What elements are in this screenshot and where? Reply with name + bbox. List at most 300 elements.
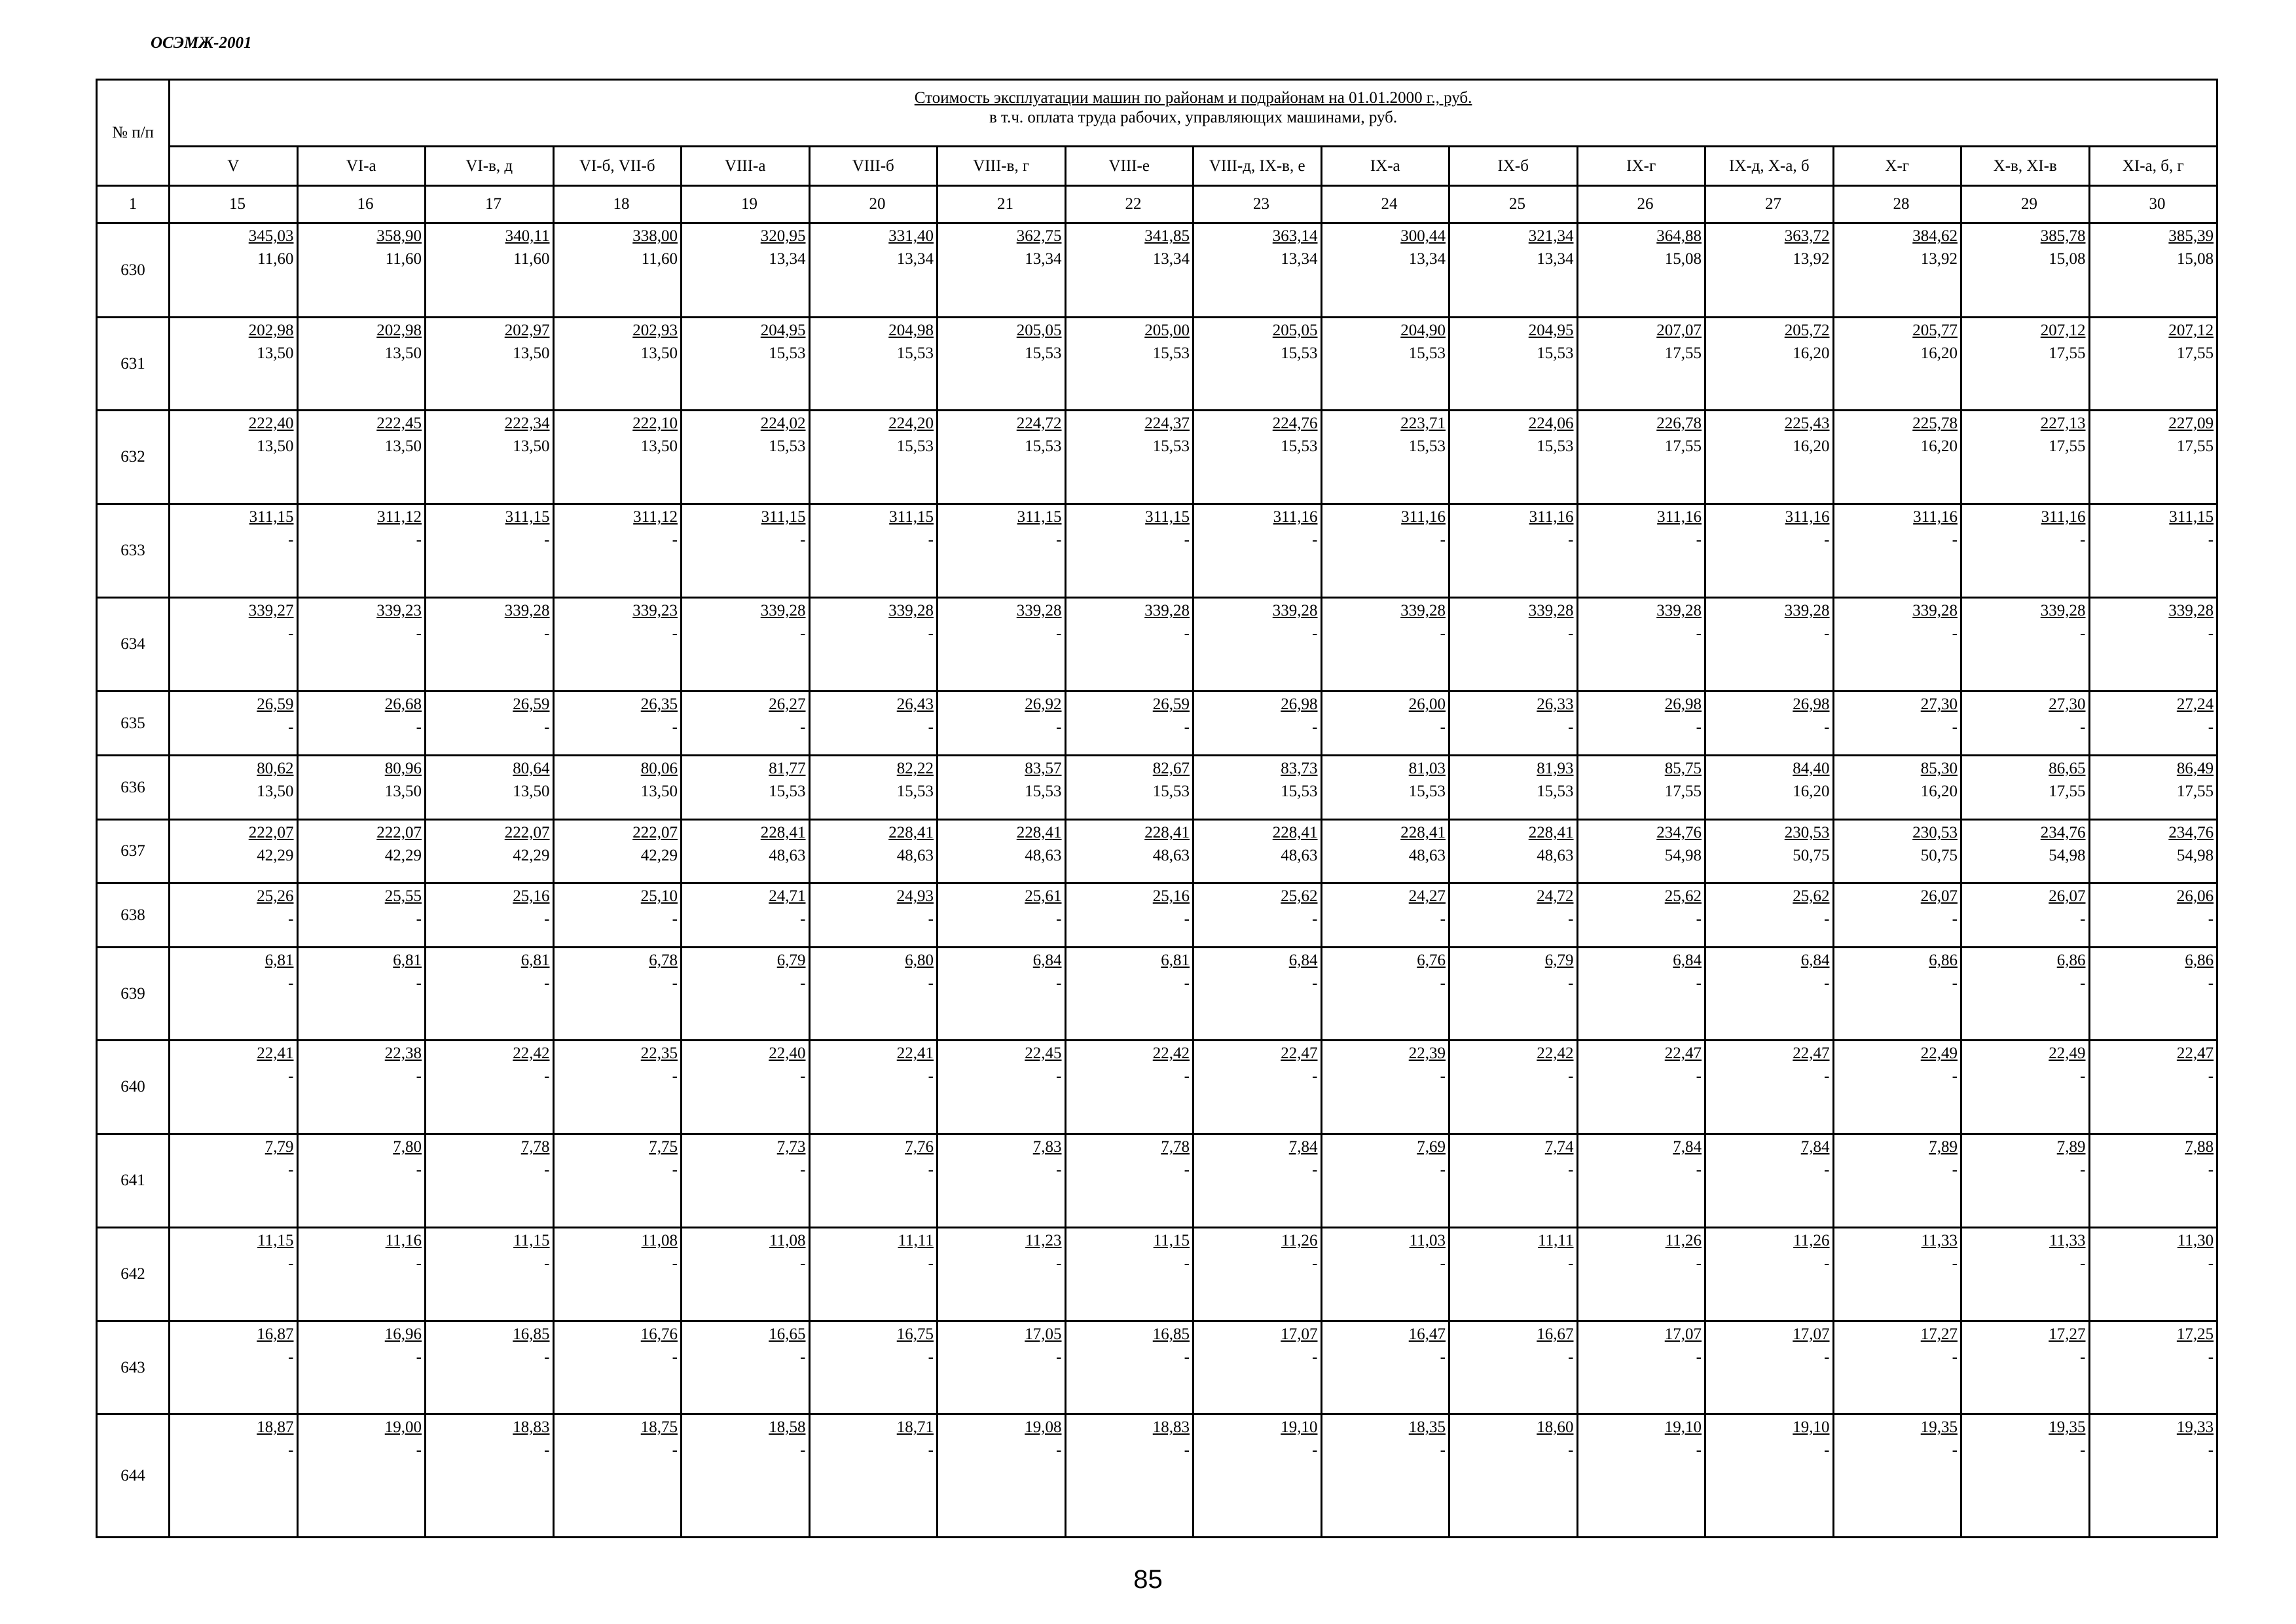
cost-value: 224,72 <box>1016 415 1062 432</box>
labor-value: 13,34 <box>1537 250 1574 268</box>
value-cell <box>170 411 298 504</box>
cost-value: 204,95 <box>760 322 806 339</box>
value-cell <box>170 223 298 318</box>
labor-value: 48,63 <box>1281 847 1318 864</box>
value-cell <box>1961 1321 2090 1414</box>
column-header: VIII-б <box>809 147 938 186</box>
labor-value: - <box>672 1161 678 1179</box>
labor-value: - <box>928 1441 934 1459</box>
labor-value: - <box>544 1348 550 1366</box>
value-cell <box>1321 756 1449 820</box>
table-row <box>97 504 2217 598</box>
value-cell <box>1833 820 1961 883</box>
cost-value: 345,03 <box>248 227 294 245</box>
row-number: 634 <box>97 598 170 692</box>
cost-value: 18,83 <box>1152 1418 1190 1436</box>
labor-value: - <box>2208 1255 2214 1272</box>
cost-value: 81,93 <box>1537 760 1574 777</box>
value-cell <box>553 1321 682 1414</box>
index-cell: 20 <box>809 186 938 223</box>
labor-value: - <box>1824 974 1830 992</box>
value-cell <box>682 1041 810 1134</box>
cost-value: 24,27 <box>1408 887 1446 905</box>
table-title-row <box>97 80 2217 147</box>
value-cell <box>1194 1228 1322 1321</box>
value-cell <box>426 883 554 948</box>
cost-value: 22,49 <box>2049 1044 2086 1062</box>
labor-value: - <box>672 531 678 549</box>
labor-value: - <box>2208 910 2214 928</box>
labor-value: 15,53 <box>1025 344 1062 362</box>
cost-value: 16,85 <box>513 1325 550 1343</box>
labor-value: - <box>1696 910 1702 928</box>
cost-value: 6,79 <box>776 951 806 969</box>
cost-value: 222,40 <box>248 415 294 432</box>
cost-value: 339,28 <box>1144 602 1190 619</box>
column-header-row <box>97 147 2217 186</box>
labor-value: 42,29 <box>257 847 294 864</box>
row-number: 640 <box>97 1041 170 1134</box>
value-cell <box>1321 223 1449 318</box>
cost-value: 18,83 <box>513 1418 550 1436</box>
value-cell <box>1194 948 1322 1041</box>
value-cell <box>170 318 298 411</box>
value-cell <box>170 1321 298 1414</box>
labor-value: 15,53 <box>769 783 806 800</box>
cost-value: 24,72 <box>1537 887 1574 905</box>
table-title <box>170 80 2217 147</box>
row-number: 643 <box>97 1321 170 1414</box>
value-cell <box>1833 883 1961 948</box>
value-cell <box>809 1414 938 1538</box>
value-cell <box>1577 948 1705 1041</box>
labor-value: - <box>672 718 678 736</box>
labor-value: - <box>416 1161 422 1179</box>
column-header: Х-в, XI-в <box>1961 147 2090 186</box>
cost-value: 18,58 <box>769 1418 806 1436</box>
value-cell <box>682 883 810 948</box>
labor-value: 13,50 <box>640 437 678 455</box>
value-cell <box>2089 223 2217 318</box>
labor-value: - <box>2208 718 2214 736</box>
cost-value: 225,78 <box>1912 415 1958 432</box>
cost-value: 228,41 <box>1400 824 1446 841</box>
column-header: VI-б, VII-б <box>553 147 682 186</box>
value-cell <box>170 756 298 820</box>
index-cell: 29 <box>1961 186 2090 223</box>
labor-value: 13,50 <box>257 437 294 455</box>
cost-value: 222,10 <box>632 415 678 432</box>
value-cell <box>2089 756 2217 820</box>
cost-value: 6,81 <box>1161 951 1190 969</box>
labor-value: - <box>2080 1348 2086 1366</box>
labor-value: 13,34 <box>1025 250 1062 268</box>
value-cell <box>297 1321 426 1414</box>
labor-value: 15,53 <box>1281 437 1318 455</box>
labor-value: - <box>1440 1067 1446 1085</box>
labor-value: 15,53 <box>1408 437 1446 455</box>
value-cell <box>682 598 810 692</box>
table-title-main: Стоимость эксплуатации машин по районам и подрайонам на 01.01.2000 г., руб. <box>914 89 1472 107</box>
row-number: 632 <box>97 411 170 504</box>
value-cell <box>297 1134 426 1228</box>
cost-value: 363,72 <box>1784 227 1830 245</box>
row-number: 633 <box>97 504 170 598</box>
cost-value: 300,44 <box>1400 227 1446 245</box>
labor-value: 48,63 <box>1152 847 1190 864</box>
cost-value: 339,28 <box>1784 602 1830 619</box>
value-cell <box>1833 504 1961 598</box>
value-cell <box>297 692 426 756</box>
cost-value: 222,07 <box>632 824 678 841</box>
labor-value: - <box>2080 910 2086 928</box>
value-cell <box>938 223 1066 318</box>
cost-value: 6,84 <box>1288 951 1318 969</box>
cost-value: 228,41 <box>1528 824 1574 841</box>
labor-value: 17,55 <box>2049 437 2086 455</box>
value-cell <box>426 411 554 504</box>
cost-value: 339,28 <box>760 602 806 619</box>
labor-value: - <box>672 974 678 992</box>
table-row <box>97 1228 2217 1321</box>
labor-value: - <box>1440 1161 1446 1179</box>
labor-value: - <box>2080 531 2086 549</box>
value-cell <box>1065 223 1194 318</box>
labor-value: - <box>1056 1348 1062 1366</box>
table-row <box>97 1041 2217 1134</box>
cost-value: 222,34 <box>504 415 550 432</box>
labor-value: 54,98 <box>2176 847 2214 864</box>
cost-value: 25,62 <box>1793 887 1830 905</box>
value-cell <box>1449 692 1578 756</box>
value-cell <box>1321 1321 1449 1414</box>
cost-value: 311,16 <box>2041 508 2086 526</box>
cost-value: 26,98 <box>1281 695 1318 713</box>
cost-value: 22,42 <box>513 1044 550 1062</box>
value-cell <box>1833 692 1961 756</box>
cost-value: 202,98 <box>376 322 422 339</box>
labor-value: - <box>1824 910 1830 928</box>
cost-value: 339,28 <box>1016 602 1062 619</box>
labor-value: - <box>1184 1255 1190 1272</box>
labor-value: 15,53 <box>1152 783 1190 800</box>
cost-value: 22,42 <box>1152 1044 1190 1062</box>
labor-value: - <box>1952 974 1958 992</box>
row-number: 641 <box>97 1134 170 1228</box>
value-cell <box>426 1041 554 1134</box>
value-cell <box>1577 1041 1705 1134</box>
cost-value: 311,15 <box>2169 508 2214 526</box>
labor-value: - <box>416 974 422 992</box>
value-cell <box>553 1414 682 1538</box>
labor-value: - <box>1056 910 1062 928</box>
cost-value: 340,11 <box>505 227 550 245</box>
cost-value: 16,87 <box>257 1325 294 1343</box>
table-row <box>97 1134 2217 1228</box>
cost-value: 26,59 <box>513 695 550 713</box>
labor-value: - <box>1824 1441 1830 1459</box>
labor-value: 13,34 <box>1152 250 1190 268</box>
labor-value: - <box>2208 1441 2214 1459</box>
value-cell <box>1577 1228 1705 1321</box>
labor-value: - <box>1824 531 1830 549</box>
value-cell <box>1833 756 1961 820</box>
cost-value: 81,77 <box>769 760 806 777</box>
value-cell <box>1961 1041 2090 1134</box>
cost-value: 80,96 <box>384 760 422 777</box>
value-cell <box>1449 223 1578 318</box>
labor-value: - <box>1184 1441 1190 1459</box>
cost-value: 222,07 <box>248 824 294 841</box>
cost-value: 339,28 <box>1656 602 1702 619</box>
cost-value: 11,08 <box>641 1232 678 1249</box>
value-cell <box>1705 598 1834 692</box>
cost-value: 320,95 <box>760 227 806 245</box>
value-cell <box>1577 820 1705 883</box>
value-cell <box>809 883 938 948</box>
cost-value: 11,11 <box>1538 1232 1574 1249</box>
cost-value: 16,67 <box>1537 1325 1574 1343</box>
value-cell <box>1449 756 1578 820</box>
cost-value: 11,16 <box>385 1232 422 1249</box>
labor-value: - <box>1824 1255 1830 1272</box>
index-cell: 17 <box>426 186 554 223</box>
cost-value: 204,95 <box>1528 322 1574 339</box>
labor-value: 17,55 <box>2176 344 2214 362</box>
value-cell <box>170 1414 298 1538</box>
labor-value: - <box>2080 625 2086 642</box>
cost-value: 205,00 <box>1144 322 1190 339</box>
value-cell <box>170 883 298 948</box>
cost-value: 6,81 <box>264 951 294 969</box>
value-cell <box>682 820 810 883</box>
labor-value: 15,53 <box>896 437 934 455</box>
labor-value: - <box>800 625 806 642</box>
labor-value: - <box>1440 1255 1446 1272</box>
labor-value: - <box>1440 1348 1446 1366</box>
value-cell <box>682 318 810 411</box>
labor-value: - <box>416 531 422 549</box>
value-cell <box>1065 820 1194 883</box>
labor-value: - <box>1312 625 1318 642</box>
cost-value: 311,16 <box>1913 508 1958 526</box>
value-cell <box>809 1321 938 1414</box>
cost-value: 311,15 <box>249 508 294 526</box>
labor-value: - <box>288 531 294 549</box>
index-cell: 16 <box>297 186 426 223</box>
labor-value: 15,53 <box>1537 437 1574 455</box>
value-cell <box>809 411 938 504</box>
value-cell <box>809 504 938 598</box>
value-cell <box>938 948 1066 1041</box>
cost-value: 80,64 <box>513 760 550 777</box>
labor-value: - <box>800 1255 806 1272</box>
cost-value: 11,26 <box>1793 1232 1830 1249</box>
labor-value: - <box>1696 1161 1702 1179</box>
cost-value: 26,06 <box>2176 887 2214 905</box>
value-cell <box>553 948 682 1041</box>
labor-value: - <box>1056 1067 1062 1085</box>
labor-value: 13,50 <box>640 344 678 362</box>
labor-value: 15,08 <box>1664 250 1702 268</box>
labor-value: - <box>928 910 934 928</box>
cost-value: 230,53 <box>1784 824 1830 841</box>
cost-value: 22,42 <box>1537 1044 1574 1062</box>
labor-value: 42,29 <box>384 847 422 864</box>
cost-value: 339,28 <box>504 602 550 619</box>
cost-value: 26,35 <box>640 695 678 713</box>
cost-value: 19,08 <box>1025 1418 1062 1436</box>
value-cell <box>1577 692 1705 756</box>
value-cell <box>2089 504 2217 598</box>
value-cell <box>682 411 810 504</box>
cost-value: 339,28 <box>2040 602 2086 619</box>
cost-value: 26,92 <box>1025 695 1062 713</box>
cost-value: 222,07 <box>376 824 422 841</box>
cost-value: 385,78 <box>2040 227 2086 245</box>
value-cell <box>1577 1414 1705 1538</box>
value-cell <box>170 820 298 883</box>
table-row <box>97 223 2217 318</box>
cost-value: 26,07 <box>2049 887 2086 905</box>
cost-value: 234,76 <box>2040 824 2086 841</box>
labor-value: - <box>544 1441 550 1459</box>
value-cell <box>1577 1321 1705 1414</box>
document-code: ОСЭМЖ-2001 <box>151 34 252 52</box>
cost-value: 7,84 <box>1800 1138 1830 1156</box>
labor-value: 17,55 <box>1664 344 1702 362</box>
labor-value: - <box>2080 1255 2086 1272</box>
value-cell <box>2089 1134 2217 1228</box>
value-cell <box>1321 948 1449 1041</box>
cost-value: 7,79 <box>264 1138 294 1156</box>
labor-value: - <box>1056 1255 1062 1272</box>
cost-value: 228,41 <box>888 824 934 841</box>
row-number-header: № п/п <box>97 80 170 186</box>
cost-value: 26,59 <box>1152 695 1190 713</box>
value-cell <box>938 1321 1066 1414</box>
value-cell <box>1577 756 1705 820</box>
value-cell <box>1833 598 1961 692</box>
cost-value: 224,20 <box>888 415 934 432</box>
value-cell <box>1961 756 2090 820</box>
cost-value: 11,15 <box>1153 1232 1190 1249</box>
labor-value: - <box>2208 531 2214 549</box>
labor-value: 15,53 <box>1281 344 1318 362</box>
row-number: 642 <box>97 1228 170 1321</box>
labor-value: - <box>1056 718 1062 736</box>
labor-value: 15,53 <box>1152 437 1190 455</box>
value-cell <box>426 1134 554 1228</box>
value-cell <box>1194 820 1322 883</box>
row-number: 635 <box>97 692 170 756</box>
labor-value: 17,55 <box>2049 344 2086 362</box>
value-cell <box>1321 1041 1449 1134</box>
row-number: 631 <box>97 318 170 411</box>
cost-value: 26,07 <box>1920 887 1958 905</box>
row-number: 636 <box>97 756 170 820</box>
value-cell <box>682 1134 810 1228</box>
cost-value: 362,75 <box>1016 227 1062 245</box>
cost-value: 84,40 <box>1793 760 1830 777</box>
cost-value: 25,16 <box>513 887 550 905</box>
labor-value: 16,20 <box>1793 783 1830 800</box>
labor-value: - <box>544 910 550 928</box>
cost-value: 26,68 <box>384 695 422 713</box>
cost-value: 207,07 <box>1656 322 1702 339</box>
labor-value: - <box>288 625 294 642</box>
cost-value: 6,76 <box>1417 951 1446 969</box>
labor-value: 13,92 <box>1793 250 1830 268</box>
value-cell <box>553 411 682 504</box>
cost-value: 22,38 <box>384 1044 422 1062</box>
cost-value: 223,71 <box>1400 415 1446 432</box>
cost-value: 11,33 <box>1921 1232 1958 1249</box>
cost-value: 11,11 <box>898 1232 934 1249</box>
labor-value: 15,08 <box>2176 250 2214 268</box>
cost-value: 85,30 <box>1920 760 1958 777</box>
table-row <box>97 598 2217 692</box>
labor-value: - <box>544 1255 550 1272</box>
cost-value: 18,87 <box>257 1418 294 1436</box>
cost-value: 339,28 <box>1272 602 1318 619</box>
cost-value: 202,93 <box>632 322 678 339</box>
value-cell <box>1449 1041 1578 1134</box>
labor-value: - <box>1184 625 1190 642</box>
value-cell <box>1449 883 1578 948</box>
labor-value: - <box>1312 718 1318 736</box>
value-cell <box>809 1134 938 1228</box>
labor-value: 17,55 <box>2049 783 2086 800</box>
cost-value: 26,43 <box>896 695 934 713</box>
labor-value: - <box>1824 1067 1830 1085</box>
value-cell <box>1833 1414 1961 1538</box>
labor-value: - <box>2208 1348 2214 1366</box>
column-header: IX-б <box>1449 147 1578 186</box>
labor-value: - <box>288 1067 294 1085</box>
value-cell <box>1065 1321 1194 1414</box>
cost-value: 311,16 <box>1529 508 1574 526</box>
row-number: 630 <box>97 223 170 318</box>
cost-value: 6,84 <box>1673 951 1702 969</box>
cost-value: 331,40 <box>888 227 934 245</box>
value-cell <box>297 504 426 598</box>
cost-value: 22,35 <box>640 1044 678 1062</box>
cost-value: 234,76 <box>1656 824 1702 841</box>
cost-value: 22,49 <box>1920 1044 1958 1062</box>
value-cell <box>1065 1041 1194 1134</box>
value-cell <box>1449 411 1578 504</box>
cost-value: 205,05 <box>1016 322 1062 339</box>
cost-value: 11,08 <box>769 1232 806 1249</box>
value-cell <box>1449 1228 1578 1321</box>
value-cell <box>553 1228 682 1321</box>
labor-value: - <box>928 974 934 992</box>
labor-value: - <box>1568 1161 1574 1179</box>
column-header: VIII-е <box>1065 147 1194 186</box>
value-cell <box>1065 1414 1194 1538</box>
labor-value: - <box>2208 1161 2214 1179</box>
labor-value: - <box>672 625 678 642</box>
labor-value: 13,34 <box>896 250 934 268</box>
cost-value: 205,77 <box>1912 322 1958 339</box>
value-cell <box>170 692 298 756</box>
value-cell <box>1065 598 1194 692</box>
labor-value: - <box>1312 1067 1318 1085</box>
labor-value: - <box>1568 974 1574 992</box>
cost-value: 25,55 <box>384 887 422 905</box>
labor-value: 13,50 <box>384 344 422 362</box>
